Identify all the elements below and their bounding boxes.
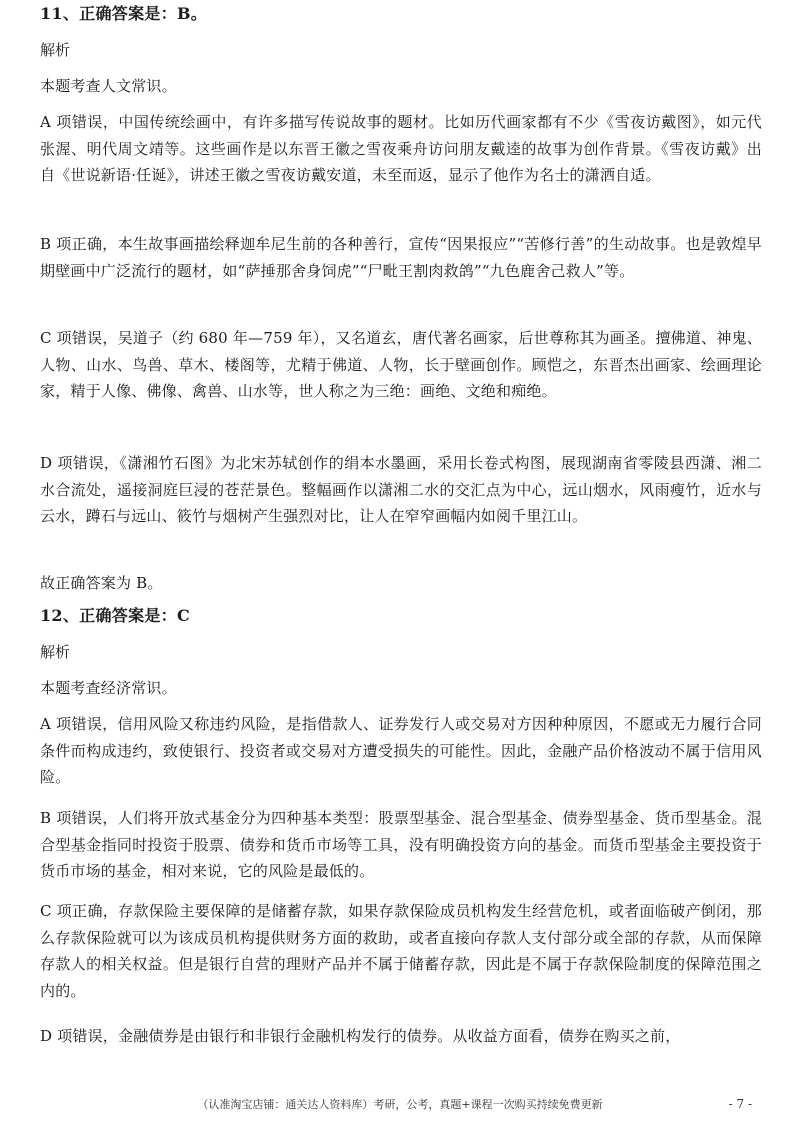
q12-option-a: A 项错误，信用风险又称违约风险，是指借款人、证券发行人或交易对方因种种原因，不愿或无力履行合同条件而构成违约，致使银行、投资者或交易对方遭受损失的可能性。因此，金融产品价格波动不属于信用风险。 xyxy=(40,715,762,786)
q12-answer-heading: 12、正确答案是：C xyxy=(40,606,191,625)
page-number: - 7 - xyxy=(728,1097,752,1111)
q12-option-c: C 项正确，存款保险主要保障的是储蓄存款，如果存款保险成员机构发生经营危机，或者面临破产倒闭，那么存款保险就可以为该成员机构提供财务方面的救助，或者直接向存款人支付部分或全部的存款，从而保障存款人的相关权益。但是银行自营的理财产品并不属于储蓄存款，因此是不属于存款保险制度的保障范围之内的。 xyxy=(40,902,762,1000)
q11-answer-heading: 11、正确答案是：B。 xyxy=(40,4,208,23)
q11-analysis-label: 解析 xyxy=(40,41,71,59)
q11-topic: 本题考查人文常识。 xyxy=(40,77,177,95)
q11-option-a: A 项错误，中国传统绘画中，有许多描写传说故事的题材。比如历代画家都有不少《雪夜访戴图》，如元代张渥、明代周文靖等。这些画作是以东晋王徽之雪夜乘舟访问朋友戴逵的故事为创作背景。《雪夜访戴》出自《世说新语·任诞》，讲述王徽之雪夜访戴安道，未至而返，显示了他作为名士的潇洒自适。 xyxy=(40,113,762,184)
q12-topic: 本题考查经济常识。 xyxy=(40,679,177,697)
q11-option-d: D 项错误，《潇湘竹石图》为北宋苏轼创作的绢本水墨画，采用长卷式构图，展现湖南省零陵县西潇、湘二水合流处，遥接洞庭巨浸的苍茫景色。整幅画作以潇湘二水的交汇点为中心，远山烟水，风雨瘦竹，近水与云水，蹲石与远山、筱竹与烟树产生强烈对比，让人在窄窄画幅内如阅千里江山。 xyxy=(40,454,762,525)
q11-option-b: B 项正确，本生故事画描绘释迦牟尼生前的各种善行，宣传“因果报应”“苦修行善”的生动故事。也是敦煌早期壁画中广泛流行的题材，如“萨捶那舍身饲虎”“尸毗王割肉救鸽”“九色鹿舍己救人”等。 xyxy=(40,235,762,280)
q12-option-d: D 项错误，金融债券是由银行和非银行金融机构发行的债券。从收益方面看，债券在购买之前， xyxy=(40,1027,681,1045)
q11-option-c: C 项错误，吴道子（约 680 年—759 年），又名道玄，唐代著名画家，后世尊称其为画圣。擅佛道、神鬼、人物、山水、鸟兽、草木、楼阁等，尤精于佛道、人物，长于壁画创作。顾恺之，东晋杰出画家、绘画理论家，精于人像、佛像、禽兽、山水等，世人称之为三绝：画绝、文绝和痴绝。 xyxy=(40,329,762,400)
q12-option-b: B 项错误，人们将开放式基金分为四种基本类型：股票型基金、混合型基金、债券型基金、货币型基金。混合型基金指同时投资于股票、债券和货币市场等工具，没有明确投资方向的基金。而货币型基金主要投资于货币市场的基金，相对来说，它的风险是最低的。 xyxy=(40,809,762,880)
q11-conclusion: 故正确答案为 B。 xyxy=(40,574,163,592)
page-footer: （认准淘宝店铺：通关达人资料库）考研，公考，真题+课程一次购买持续免费更新 xyxy=(197,1098,603,1111)
q12-analysis-label: 解析 xyxy=(40,643,71,661)
